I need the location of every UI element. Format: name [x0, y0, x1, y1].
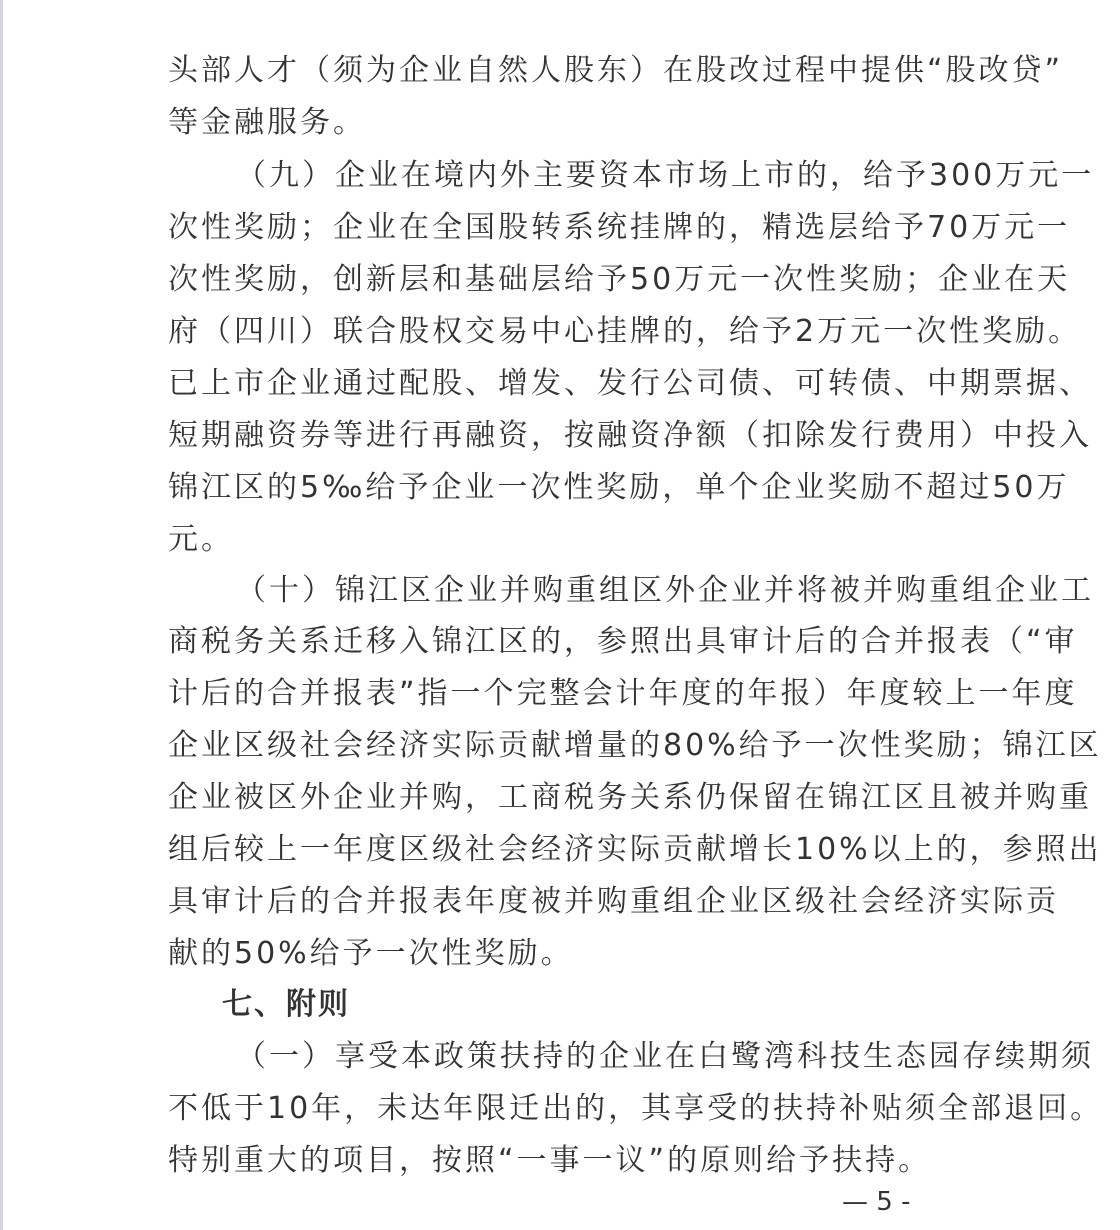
page-number: — 5 - [842, 1187, 911, 1217]
paragraph-9-line-2: 次性奖励；企业在全国股转系统挂牌的，精选层给予70万元一 [168, 210, 1071, 245]
paragraph-9-line-8: 元。 [168, 522, 234, 557]
paragraph-10-line-2: 商税务关系迁移入锦江区的，参照出具审计后的合并报表（“审 [168, 624, 1078, 659]
paragraph-9-line-7: 锦江区的5‰给予企业一次性奖励，单个企业奖励不超过50万 [168, 470, 1070, 505]
text-line-2: 等金融服务。 [168, 105, 366, 140]
paragraph-10-line-1: （十）锦江区企业并购重组区外企业并将被并购重组企业工 [236, 573, 1094, 608]
appendix-paragraph-1-line-1: （一）享受本政策扶持的企业在白鹭湾科技生态园存续期须 [236, 1039, 1094, 1074]
paragraph-9-line-1: （九）企业在境内外主要资本市场上市的，给予300万元一 [236, 158, 1095, 193]
paragraph-9-line-6: 短期融资券等进行再融资，按融资净额（扣除发行费用）中投入 [168, 418, 1092, 453]
paragraph-9-line-5: 已上市企业通过配股、增发、发行公司债、可转债、中期票据、 [168, 366, 1092, 401]
paragraph-10-line-7: 具审计后的合并报表年度被并购重组企业区级社会经济实际贡 [168, 884, 1059, 919]
paragraph-9-line-4: 府（四川）联合股权交易中心挂牌的，给予2万元一次性奖励。 [168, 314, 1082, 349]
paragraph-10-line-8: 献的50%给予一次性奖励。 [168, 936, 574, 971]
section-heading-appendix: 七、附则 [222, 987, 350, 1022]
appendix-paragraph-1-line-3: 特别重大的项目，按照“一事一议”的原则给予扶持。 [168, 1143, 932, 1178]
page-left-edge [0, 0, 3, 1230]
paragraph-10-line-4: 企业区级社会经济实际贡献增量的80%给予一次性奖励；锦江区 [168, 728, 1102, 763]
appendix-paragraph-1-line-2: 不低于10年，未达年限迁出的，其享受的扶持补贴须全部退回。 [168, 1091, 1104, 1126]
text-line-1: 头部人才（须为企业自然人股东）在股改过程中提供“股改贷” [168, 53, 1064, 88]
paragraph-10-line-3: 计后的合并报表”指一个完整会计年度的年报）年度较上一年度 [168, 676, 1078, 711]
paragraph-9-line-3: 次性奖励，创新层和基础层给予50万元一次性奖励；企业在天 [168, 262, 1071, 297]
paragraph-10-line-6: 组后较上一年度区级社会经济实际贡献增长10%以上的，参照出 [168, 832, 1102, 867]
paragraph-10-line-5: 企业被区外企业并购，工商税务关系仍保留在锦江区且被并购重 [168, 780, 1092, 815]
